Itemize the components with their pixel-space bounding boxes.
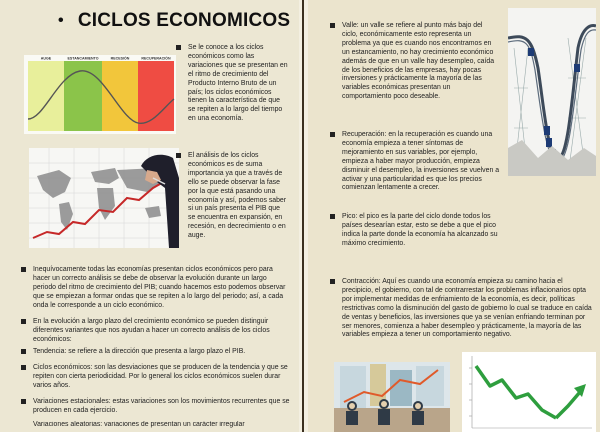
bullet-dot: • [58,12,64,29]
paragraph-text: En la evolución a largo plazo del crecimiento económico se pueden distinguir diferentes variantes que nos ayudan a hacer un correcto análisis de los ciclos económicos: [33,318,270,343]
ciclos-paragraph [33,364,291,391]
paragraph-text: Variaciones aleatorias: variaciones de presentan un carácter irregular [33,421,245,428]
pico-paragraph [342,213,500,249]
paragraph-text: Recuperación: en la recuperación es cuando una economía empieza a tener síntomas de mejoramiento en sus variables, por ejemplo, empieza a haber mayor producción, empieza disminuir el desempleo, la inversiones se vuelven a activar y una particularidad es que los precios comienzan lentamente a crecer. [342,131,500,192]
square-bullet [330,214,335,219]
phase-label-estancamiento: ESTANCAMIENTO [67,56,99,61]
business-meeting-image [334,362,450,432]
square-bullet [176,153,181,158]
phase-label-auge: AUGE [40,56,52,61]
paragraph-text: El análisis de los ciclos económicos es de suma importancia ya que a través de ello se puede observar la fase por la que está pasando una economía y así, podemos saber si un país presenta el PIB que se encuentra en expansión, en recesión, en decrecimiento o en auge. [188,152,287,240]
phase-auge-band [28,61,64,131]
phase-label-recuperacion: RECUPERACIÓN [141,56,171,61]
square-bullet [21,319,26,324]
paragraph-text: Se le conoce a los ciclos económicos como las variaciones que se presentan en el ritmo de crecimiento del Producto Interno Bruto de un país; los ciclos económicos tienen la característica de que se repiten a lo largo del tiempo en una economía. [188,44,288,123]
paragraph-text: Variaciones estacionales: estas variaciones son los movimientos recurrentes que se producen en cada ejercicio. [33,398,290,414]
aleatorias-paragraph [33,421,291,430]
paragraph-text: Tendencia: se refiere a la dirección que presenta a largo plazo el PIB. [33,348,246,355]
paragraph-text: Contracción: Aquí es cuando una economía empieza su camino hacia el precipicio, el gobierno, con tal de contrarrestar los problemas inflacionarios opta por implementar medidas de enfriamiento de la economía, es decir, políticas restrictivas como la disminución del gasto de gobierno lo cual se traduce en caída de ventas y beneficios, las inversiones que ya se venían enfriando terminan por ser menores, comienza a haber desempleo y prácticamente, la mayoría de las variables empieza a tener un comportamiento negativo. [342,278,592,339]
square-bullet [330,279,335,284]
estacionales-paragraph [33,398,291,416]
square-bullet [21,365,26,370]
square-bullet [21,349,26,354]
left-column [0,0,298,432]
variants-paragraph [33,318,291,345]
square-bullet [330,23,335,28]
phase-label-recesion: RECESIÓN [110,56,130,61]
recuperacion-paragraph [342,131,500,193]
green-arrow-chart-image [462,352,596,432]
paragraph-text: Inequívocamente todas las economías presentan ciclos económicos pero para hacer un correcto análisis se debe de observar la evolución durante un largo periodo del ritmo de crecimiento del PIB; cuando hacemos esto podemos observar que se empiezan a formar ondas que se repiten a lo largo del periodo; así, a cada onda le corresponde a un ciclo económico. [33,266,286,309]
title-text: CICLOS ECONOMICOS [77,10,291,31]
square-bullet [21,399,26,404]
contraccion-paragraph [342,278,592,340]
world-map-growth-chart-image [29,148,179,248]
column-divider [299,0,308,432]
square-bullet [330,132,335,137]
paragraph-text: Valle: un valle se refiere al punto más bajo del ciclo, económicamente esto representa un problema ya que es cuando nos encontramos en un estancamiento, no hay crecimiento económico además de que en un valle hay desempleo, caída de los beneficios de las empresas, hay pocas inversiones y prácticamente la mayoría de las variables económicas presentan un comportamiento poco deseable. [342,22,495,101]
phase-recuperacion-band [138,61,174,131]
paragraph-text: Ciclos económicos: son las desviaciones que se producen de la tendencia y que se repiten con cierta periodicidad. Por lo general los ciclos económicos suelen durar varios años. [33,364,288,389]
analysis-paragraph [188,152,288,241]
square-bullet [176,45,181,50]
tendencia-paragraph [33,348,291,357]
paragraph-text: Pico: el pico es la parte del ciclo donde todos los países desearían estar, esto se debe a que el pico indica la parte donde la economía ha alcanzado su máximo crecimiento. [342,213,498,247]
page-title [58,10,290,32]
valle-paragraph [342,22,500,102]
roller-coaster-image [508,8,596,176]
business-cycle-phases-image [24,55,176,134]
square-bullet [21,267,26,272]
right-column [308,0,600,432]
waves-paragraph [33,266,291,311]
intro-paragraph [188,44,288,124]
